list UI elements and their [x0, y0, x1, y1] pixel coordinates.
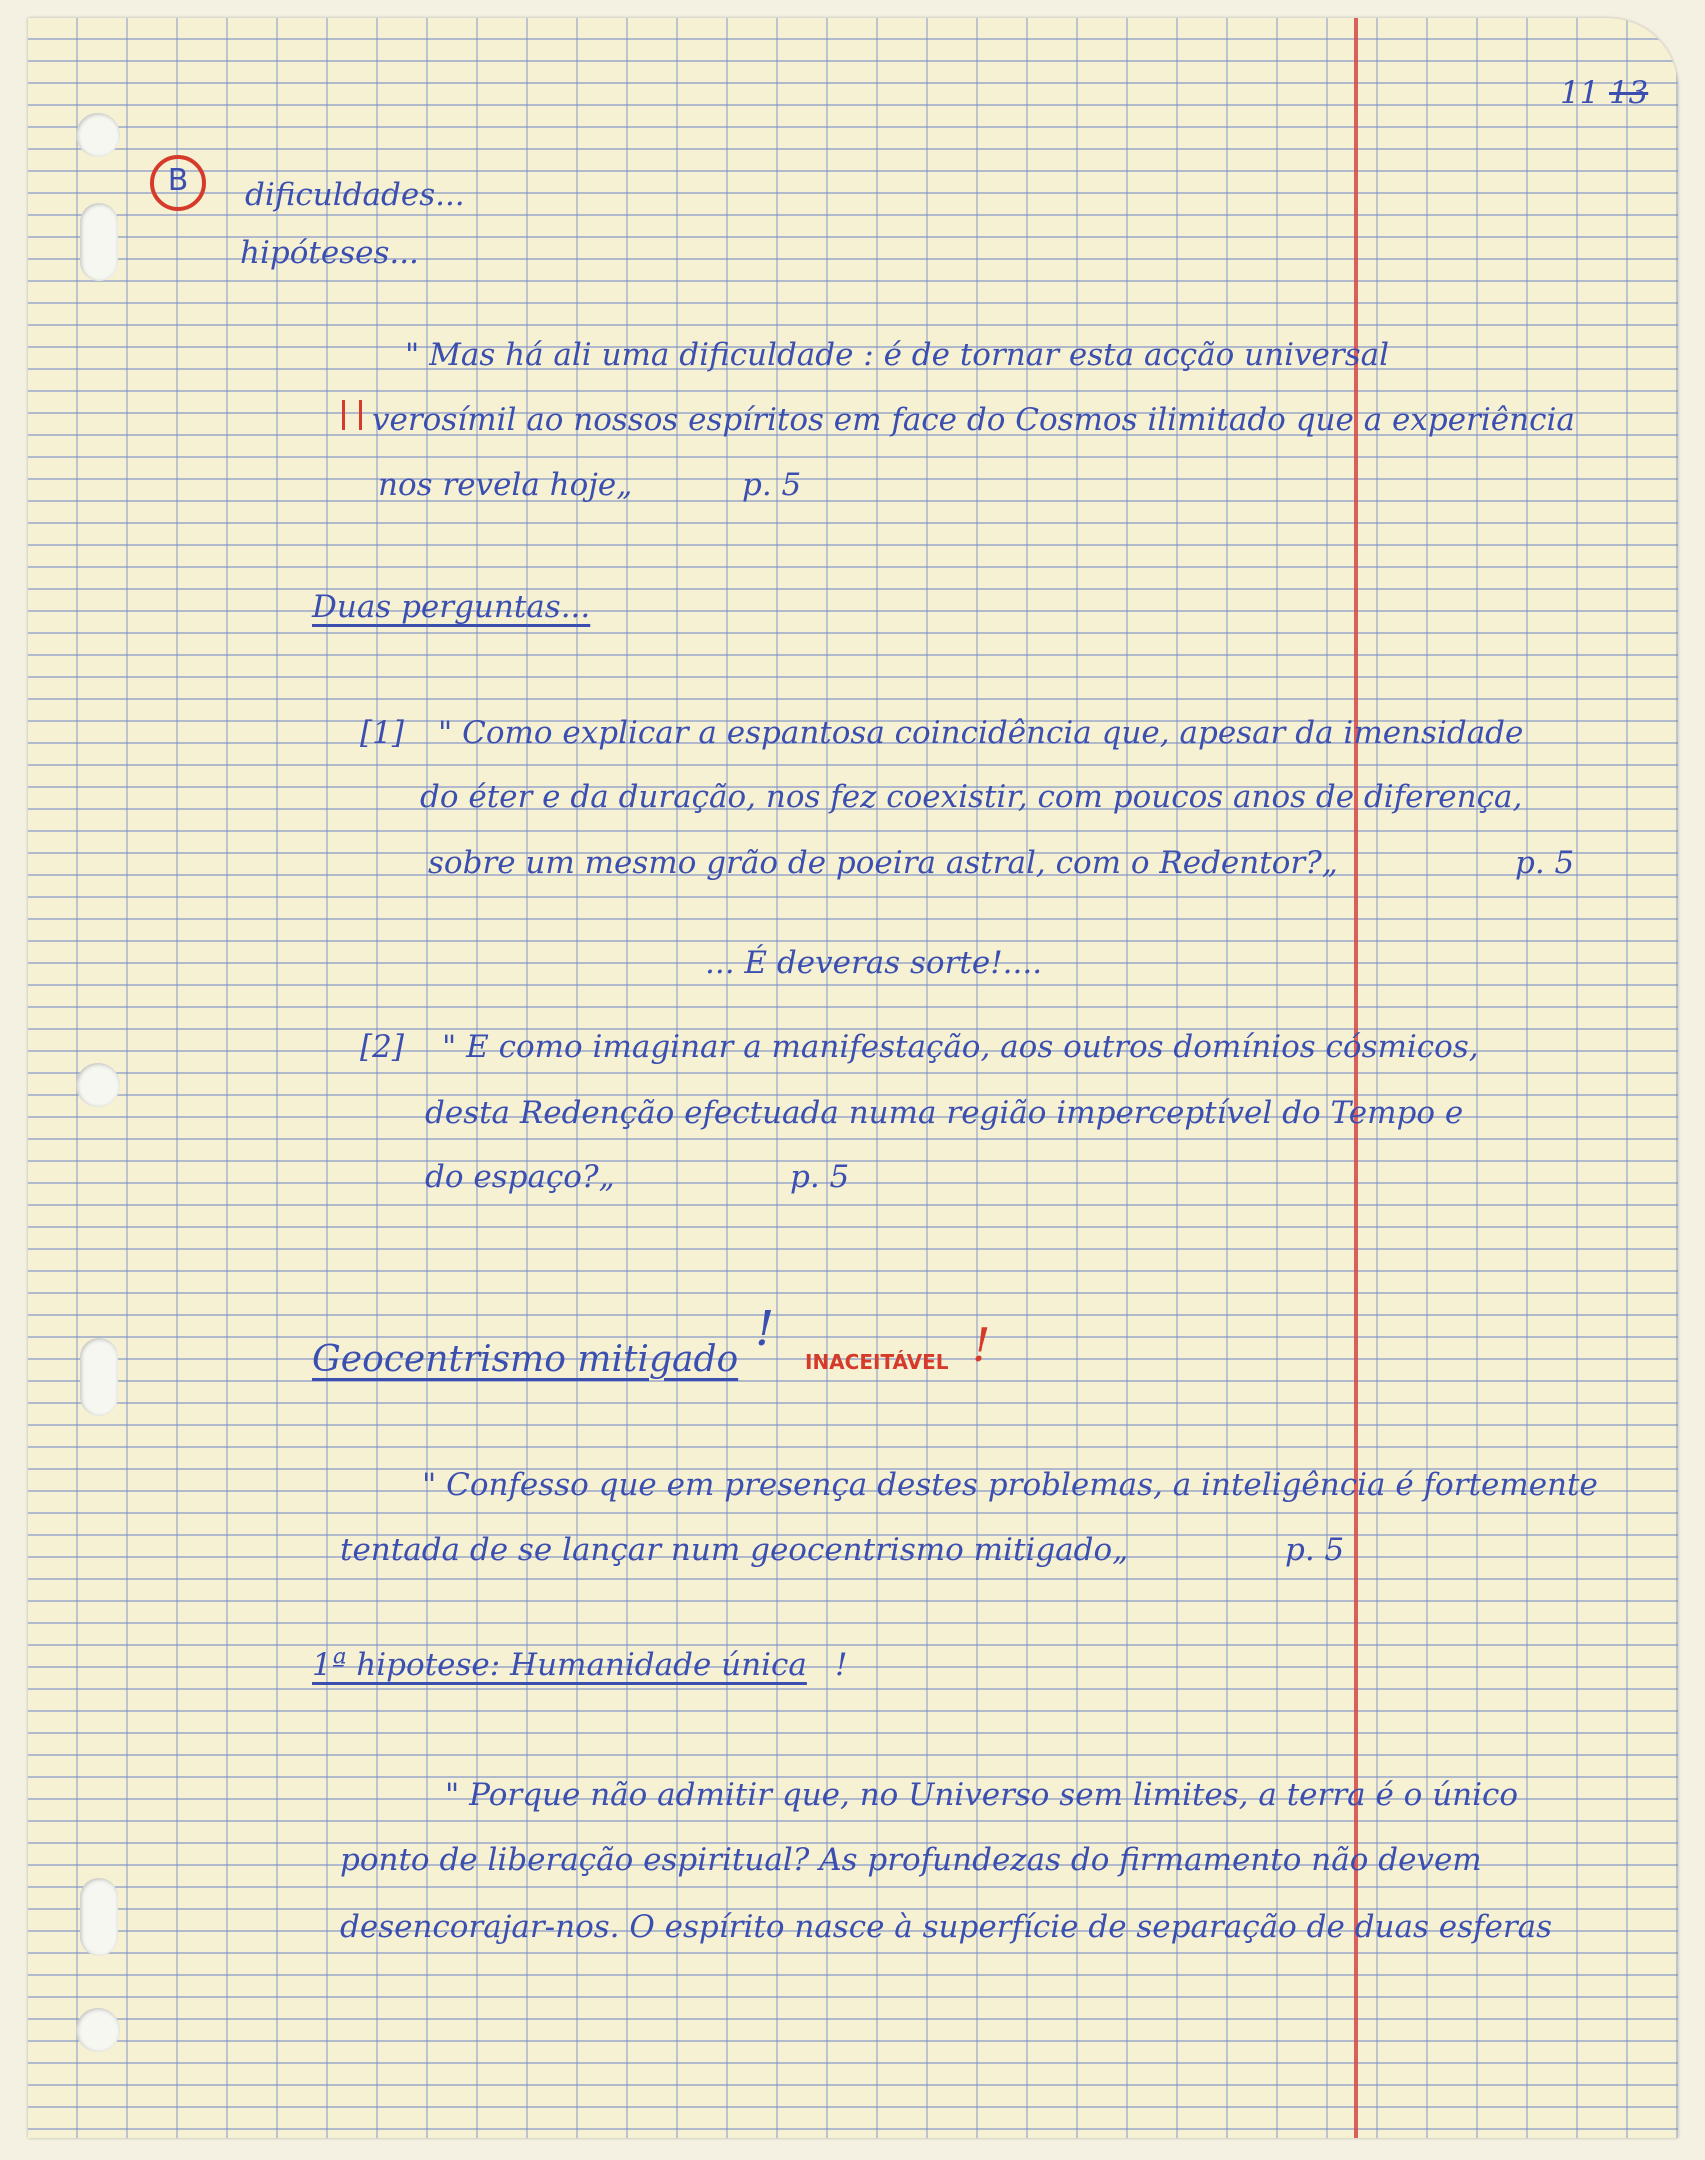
question-2-line-3: do espaço?„ [425, 1159, 615, 1195]
question-2-page-ref: p. 5 [790, 1159, 850, 1195]
comment-sorte: ... É deveras sorte!.... [705, 945, 1043, 981]
quote-1-line-3: nos revela hoje„ [378, 467, 633, 503]
question-1-page-ref: p. 5 [1515, 845, 1575, 881]
confesso-page-ref: p. 5 [1285, 1532, 1345, 1568]
exclamation-mark: ! [755, 1301, 775, 1357]
binder-hole [76, 113, 120, 157]
hipotese-exclamation: ! [835, 1647, 848, 1683]
question-1-line-1: " Como explicar a espantosa coincidência que, apesar da imensidade [438, 715, 1524, 751]
confesso-line-2: tentada de se lançar num geocentrismo mitigado„ [340, 1532, 1129, 1568]
red-exclamation-mark: ! [972, 1318, 991, 1372]
heading-hipotese-1: 1ª hipotese: Humanidade única [312, 1647, 807, 1683]
section-marker-circle [150, 155, 206, 211]
heading-dificuldades: dificuldades... [245, 177, 465, 213]
confesso-line-1: " Confesso que em presença destes problemas, a inteligência é fortemente [422, 1467, 1598, 1503]
quote-1-line-1: " Mas há ali uma dificuldade : é de tornar esta acção universal [405, 337, 1389, 373]
binder-hole [76, 2008, 120, 2052]
inaceitavel-label: INACEITÁVEL [805, 1350, 949, 1374]
quote-1-page-ref: p. 5 [742, 467, 802, 503]
binder-hole [76, 1063, 120, 1107]
hipotese-1-line-2: ponto de liberação espiritual? As profundezas do firmamento não devem [340, 1842, 1482, 1878]
question-1-line-2: do éter e da duração, nos fez coexistir, com poucos anos de diferença, [420, 779, 1523, 815]
binder-slot [80, 203, 118, 281]
question-2-line-2: desta Redenção efectuada numa região imperceptível do Tempo e [425, 1095, 1464, 1131]
page-number: 11 13 [1560, 75, 1649, 111]
question-1-number: [1] [360, 715, 404, 751]
heading-duas-perguntas: Duas perguntas... [312, 589, 591, 625]
section-marker: B [167, 163, 189, 198]
heading-geocentrismo: Geocentrismo mitigado [312, 1339, 739, 1380]
binder-slot [80, 1338, 118, 1416]
question-2-line-1: " E como imaginar a manifestação, aos outros domínios cósmicos, [442, 1029, 1479, 1065]
hipotese-1-line-1: " Porque não admitir que, no Universo sem limites, a terra é o único [445, 1777, 1519, 1813]
heading-hipoteses: hipóteses... [240, 235, 419, 271]
margin-mark [342, 400, 362, 430]
question-2-number: [2] [360, 1029, 404, 1065]
quote-1-line-2: verosímil ao nossos espíritos em face do Cosmos ilimitado que a experiência [372, 402, 1575, 438]
question-1-line-3: sobre um mesmo grão de poeira astral, com o Redentor?„ [428, 845, 1338, 881]
notebook-page [28, 18, 1678, 2138]
struck-page-number: 13 [1609, 75, 1649, 111]
hipotese-1-line-3: desencorajar-nos. O espírito nasce à superfície de separação de duas esferas [340, 1909, 1553, 1945]
binder-slot [80, 1878, 118, 1956]
